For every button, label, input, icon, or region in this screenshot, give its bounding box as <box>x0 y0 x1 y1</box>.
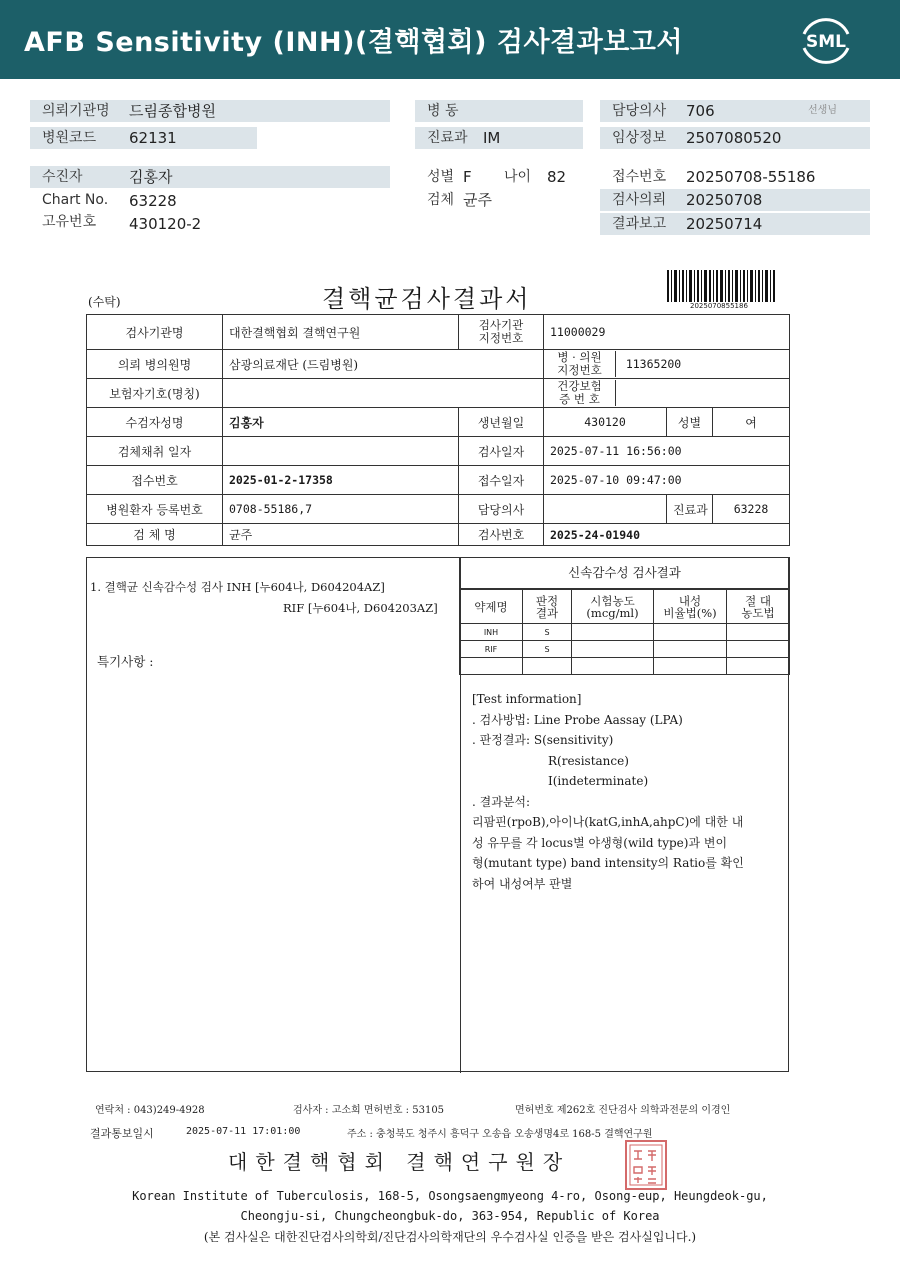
test-date-value: 2025-07-11 16:56:00 <box>544 437 790 466</box>
footer-english-1: Korean Institute of Tuberculosis, 168-5, Osongsaengmyeong 4-ro, Osong-eup, Heungdeok-gu, <box>132 1189 768 1203</box>
request-value: 20250708 <box>686 191 763 209</box>
table-row <box>87 379 790 408</box>
sex-cell-value: 여 <box>713 408 790 437</box>
patient-name-value: 김홍자 <box>223 408 459 437</box>
result-conc <box>572 624 654 641</box>
health-id-label: 건강보험 증 번 호 <box>544 380 616 406</box>
info-line: I(indeterminate) <box>548 774 649 788</box>
conc-header: 시험농도 (mcg/ml) <box>572 590 654 624</box>
collect-label: 검체채취 일자 <box>87 437 223 466</box>
req-value: 삼광의료재단 (드림병원) <box>223 350 544 379</box>
footer-tester: 검사자 : 고소희 면허번호 : 53105 <box>293 1105 445 1116</box>
result-header-row <box>460 590 790 624</box>
ratio-header: 내성 비율법(%) <box>654 590 727 624</box>
abs-header: 절 대 농도법 <box>727 590 790 624</box>
table-row <box>87 495 790 524</box>
result-abs <box>727 658 790 675</box>
table-row <box>87 524 790 546</box>
table-row <box>460 641 790 658</box>
test-no-label: 검사번호 <box>459 524 544 546</box>
sex-value: F <box>463 168 472 186</box>
test-no-value: 2025-24-01940 <box>544 524 790 546</box>
doctor-suffix: 선생님 <box>808 105 837 116</box>
sml-logo <box>796 12 856 68</box>
result-judge: S <box>523 641 572 658</box>
doc-receipt-value: 2025-01-2-17358 <box>223 466 459 495</box>
dept-value: IM <box>483 129 501 147</box>
lab-label: 검사기관명 <box>87 315 223 350</box>
clinical-value: 2507080520 <box>686 129 782 147</box>
result-judge <box>523 658 572 675</box>
info-line: . 판정결과: S(sensitivity) <box>472 733 614 747</box>
clinic-id-label: 병 · 의원 지정번호 <box>544 351 616 377</box>
result-abs <box>727 624 790 641</box>
table-row <box>87 350 790 379</box>
footer-english-2: Cheongju-si, Chungcheongbuk-do, 363-954, Republic of Korea <box>240 1209 660 1223</box>
footer-signature: 대한결핵협회 결핵연구원장 <box>228 1150 571 1174</box>
age-label: 나이 <box>504 169 532 185</box>
document-title: 결핵균검사결과서 <box>322 285 532 313</box>
result-ratio <box>654 624 727 641</box>
doctor-value: 706 <box>686 102 715 120</box>
doc-dept-label: 진료과 <box>667 495 713 524</box>
footer-notify-value: 2025-07-11 17:01:00 <box>186 1126 301 1137</box>
clinic-id-cell <box>544 350 790 379</box>
test-information <box>472 689 782 894</box>
result-conc <box>572 641 654 658</box>
insured-value <box>223 379 544 408</box>
official-seal-icon <box>624 1139 668 1191</box>
info-line: 형(mutant type) band intensity의 Ratio를 확인 <box>472 856 744 870</box>
table-row <box>87 466 790 495</box>
footer-contact: 연락처 : 043)249-4928 <box>95 1105 205 1116</box>
table-row <box>87 315 790 350</box>
lab-value: 대한결핵협회 결핵연구원 <box>223 315 459 350</box>
patient-info-table <box>86 314 790 546</box>
doc-specimen-value: 균주 <box>223 524 459 546</box>
info-line: 성 유무를 각 locus별 야생형(wild type)과 변이 <box>472 835 728 850</box>
barcode-number: 2025070855186 <box>690 302 748 310</box>
patient-value: 김홍자 <box>129 168 173 186</box>
result-title: 신속감수성 검사결과 <box>459 557 790 589</box>
specimen-value: 균주 <box>463 191 492 209</box>
report-label: 결과보고 <box>600 213 870 235</box>
institution-label: 의뢰기관명 <box>30 100 390 122</box>
receipt-value: 20250708-55186 <box>686 168 816 186</box>
specimen-label: 검체 <box>427 192 455 208</box>
result-conc <box>572 658 654 675</box>
insured-label: 보험자기호(명칭) <box>87 379 223 408</box>
table-row <box>460 658 790 675</box>
doc-receipt-label: 접수번호 <box>87 466 223 495</box>
result-ratio <box>654 641 727 658</box>
doctor-label: 담당의사 <box>600 100 870 122</box>
info-line: . 검사방법: Line Probe Aassay (LPA) <box>472 712 683 727</box>
unique-label: 고유번호 <box>42 214 97 230</box>
result-drug: INH <box>460 624 523 641</box>
result-drug <box>460 658 523 675</box>
collect-value <box>223 437 459 466</box>
result-drug: RIF <box>460 641 523 658</box>
chart-value: 63228 <box>129 192 177 210</box>
report-header <box>0 0 900 79</box>
table-row <box>87 437 790 466</box>
dept-label: 진료과 <box>415 127 583 149</box>
dob-label: 생년월일 <box>459 408 544 437</box>
sex-cell-label: 성별 <box>667 408 713 437</box>
result-ratio <box>654 658 727 675</box>
judge-header: 판정 결과 <box>523 590 572 624</box>
info-line: 리팜핀(rpoB),아이나(katG,inhA,ahpC)에 대한 내 <box>472 815 744 829</box>
lab-id-value: 11000029 <box>544 315 790 350</box>
patient-label: 수진자 <box>30 166 390 188</box>
special-notes-label: 특기사항 : <box>97 654 154 669</box>
chart-label: Chart No. <box>42 192 109 208</box>
doc-doctor-value <box>544 495 667 524</box>
sex-label: 성별 <box>427 169 455 185</box>
info-line: R(resistance) <box>548 753 629 768</box>
doc-doctor-label: 담당의사 <box>459 495 544 524</box>
reg-label: 병원환자 등록번호 <box>87 495 223 524</box>
result-judge: S <box>523 624 572 641</box>
test-line-inh: 1. 결핵균 신속감수성 검사 INH [누604나, D604204AZ] <box>90 580 385 594</box>
test-line-rif: RIF [누604나, D604203AZ] <box>283 601 438 615</box>
footer-license: 면허번호 제262호 진단검사 의학과전문의 이경인 <box>515 1105 731 1116</box>
barcode-icon <box>667 270 777 302</box>
drug-header: 약제명 <box>460 590 523 624</box>
hospital-code-value: 62131 <box>129 129 177 147</box>
patient-name-label: 수검자성명 <box>87 408 223 437</box>
receipt-date-value: 2025-07-10 09:47:00 <box>544 466 790 495</box>
doc-dept-value: 63228 <box>713 495 790 524</box>
report-value: 20250714 <box>686 215 763 233</box>
report-title: AFB Sensitivity (INH)(결핵협회) 검사결과보고서 <box>24 27 683 58</box>
dob-value: 430120 <box>544 408 667 437</box>
req-label: 의뢰 병의원명 <box>87 350 223 379</box>
request-label: 검사의뢰 <box>600 189 870 211</box>
table-row <box>460 624 790 641</box>
reg-value: 0708-55186,7 <box>223 495 459 524</box>
footer-certification: (본 검사실은 대한진단검사의학회/진단검사의학재단의 우수검사실 인증을 받은 검사실입니다.) <box>203 1230 697 1244</box>
hospital-code-label: 병원코드 <box>30 127 257 149</box>
doc-specimen-label: 검 체 명 <box>87 524 223 546</box>
info-line: [Test information] <box>472 692 582 706</box>
clinic-id-value: 11365200 <box>625 357 682 371</box>
logo-text: SML <box>806 32 846 52</box>
footer-notify-label: 결과통보일시 <box>90 1127 154 1140</box>
table-row <box>87 408 790 437</box>
info-line: 하여 내성여부 판별 <box>472 876 573 891</box>
receipt-date-label: 접수일자 <box>459 466 544 495</box>
institution-value: 드림종합병원 <box>129 102 216 120</box>
suta-label: (수탁) <box>88 295 121 309</box>
result-table <box>459 589 790 675</box>
test-date-label: 검사일자 <box>459 437 544 466</box>
clinical-label: 임상정보 <box>600 127 870 149</box>
lab-id-label: 검사기관 지정번호 <box>459 315 544 350</box>
footer-address: 주소 : 충청북도 청주시 흥덕구 오송읍 오송생명4로 168-5 결핵연구원 <box>347 1129 653 1140</box>
health-id-cell <box>544 379 790 408</box>
health-id-value <box>616 386 622 400</box>
result-abs <box>727 641 790 658</box>
age-value: 82 <box>547 168 567 186</box>
receipt-label: 접수번호 <box>612 169 667 185</box>
info-line: . 결과분석: <box>472 794 531 809</box>
unique-value: 430120-2 <box>129 215 202 233</box>
ward-label: 병 동 <box>415 100 583 122</box>
